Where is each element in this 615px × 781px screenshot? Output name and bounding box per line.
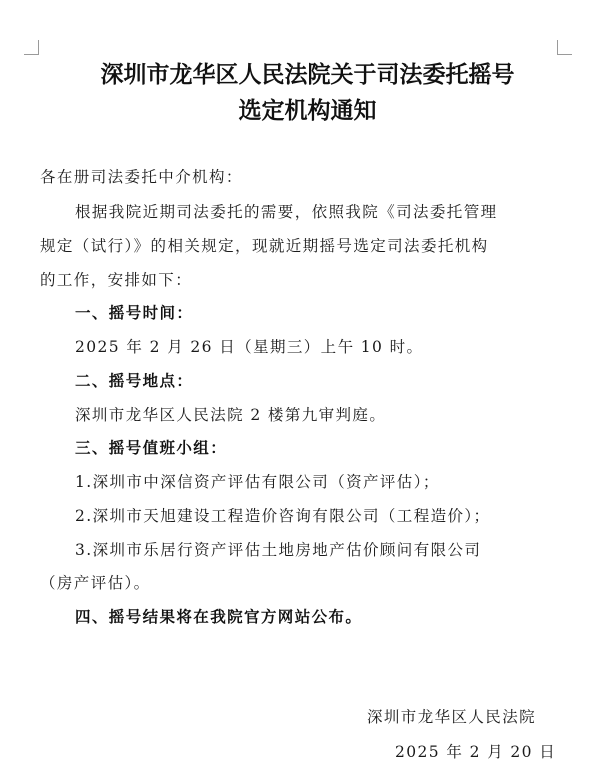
intro-line-1: 根据我院近期司法委托的需要，依照我院《司法委托管理 bbox=[75, 203, 498, 221]
page-corner-mark-top-left bbox=[24, 40, 39, 55]
page-corner-mark-top-right bbox=[557, 40, 572, 55]
document-title-line-1: 深圳市龙华区人民法院关于司法委托摇号 bbox=[100, 62, 515, 88]
intro-line-2: 规定（试行）》的相关规定，现就近期摇号选定司法委托机构 bbox=[40, 237, 489, 255]
team-heading: 三、摇号值班小组： bbox=[75, 439, 228, 457]
result-heading: 四、摇号结果将在我院官方网站公布。 bbox=[75, 608, 363, 626]
time-heading: 一、摇号时间： bbox=[75, 304, 194, 322]
team-item-3-continued: （房产评估）。 bbox=[40, 574, 151, 592]
team-item-3: 3.深圳市乐居行资产评估土地房地产估价顾问有限公司 bbox=[75, 541, 482, 559]
place-text: 深圳市龙华区人民法院 2 楼第九审判庭。 bbox=[75, 406, 387, 424]
signature-organization: 深圳市龙华区人民法院 bbox=[367, 708, 537, 726]
intro-line-3: 的工作，安排如下： bbox=[40, 271, 193, 289]
place-heading: 二、摇号地点： bbox=[75, 372, 194, 390]
team-item-2: 2.深圳市天旭建设工程造价咨询有限公司（工程造价）； bbox=[75, 507, 491, 525]
document-title-line-2: 选定机构通知 bbox=[238, 98, 377, 124]
team-item-1: 1.深圳市中深信资产评估有限公司（资产评估）； bbox=[75, 473, 440, 491]
salutation: 各在册司法委托中介机构： bbox=[40, 168, 243, 186]
signature-date: 2025 年 2 月 20 日 bbox=[395, 743, 557, 761]
time-text: 2025 年 2 月 26 日（星期三）上午 10 时。 bbox=[75, 338, 424, 356]
